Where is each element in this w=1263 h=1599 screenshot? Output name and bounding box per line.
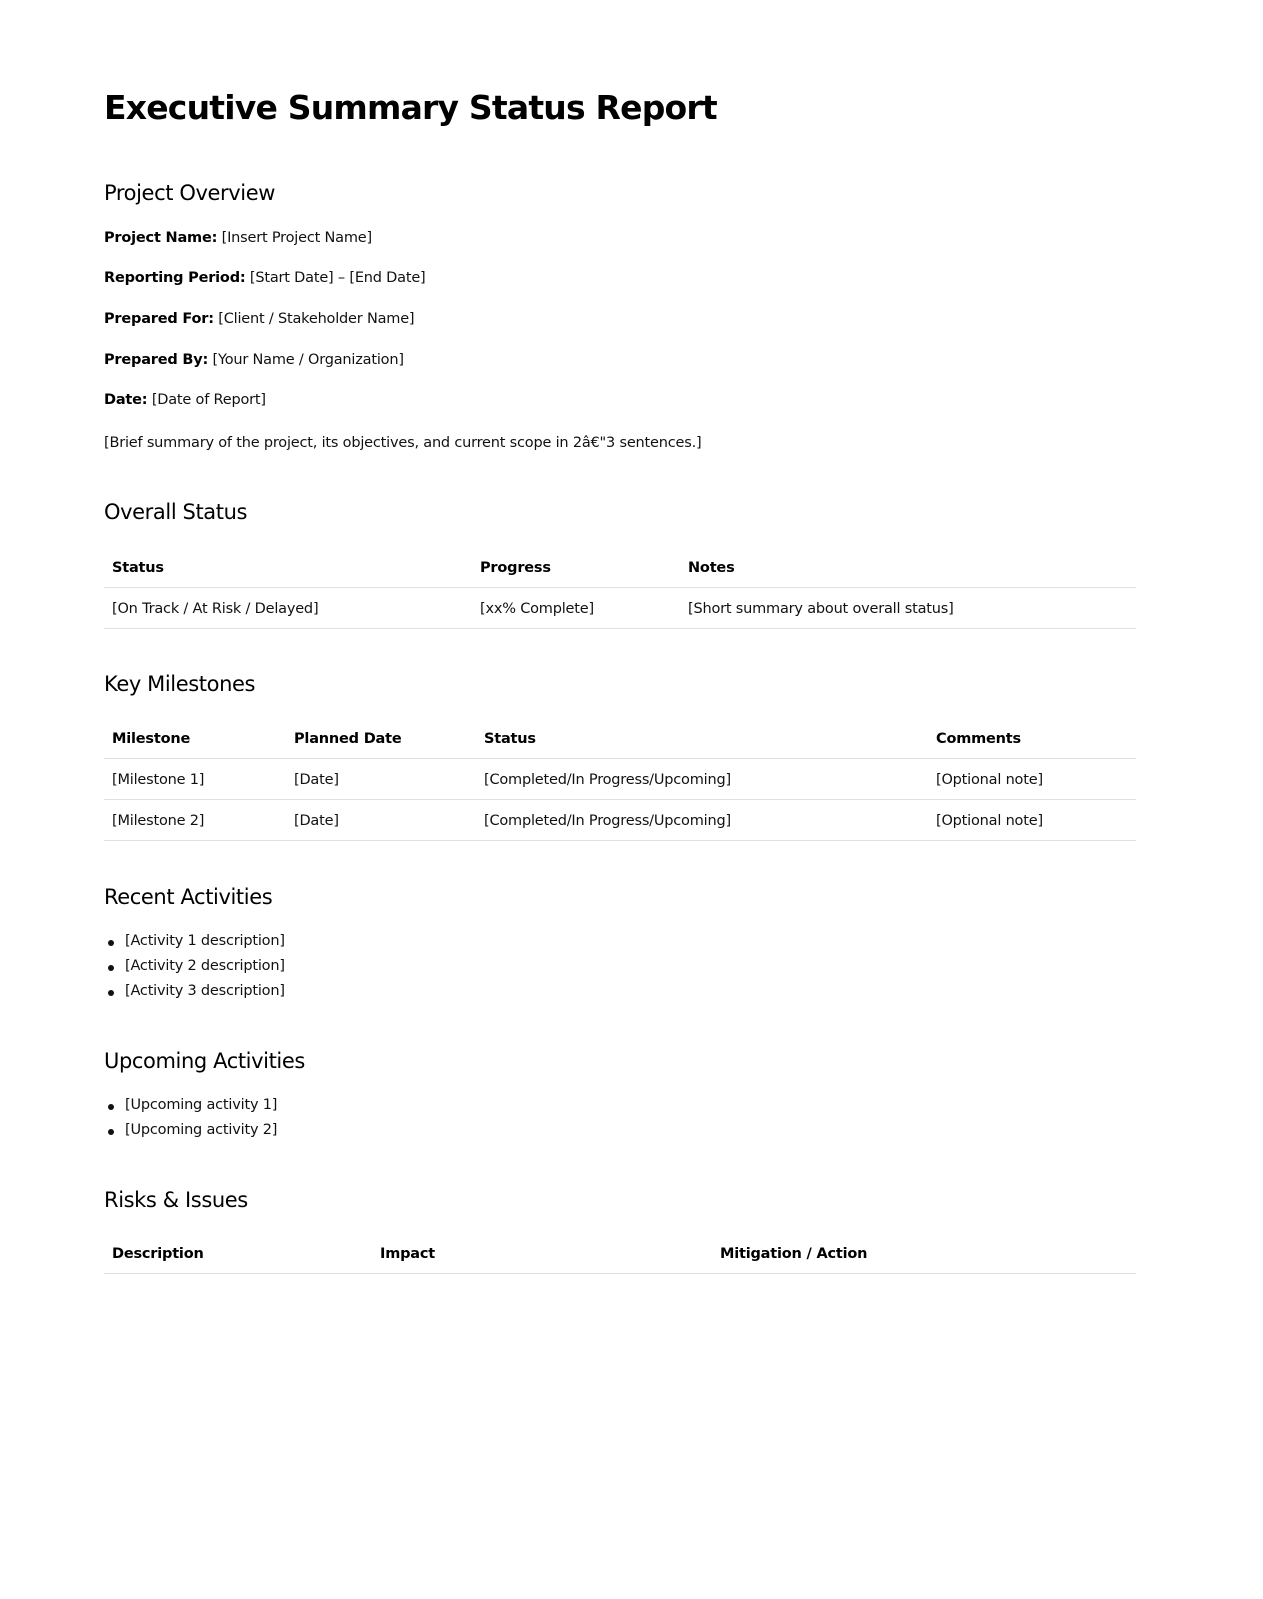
bullet-icon: [108, 1104, 114, 1110]
section-heading-risks-issues: Risks & Issues: [104, 1188, 248, 1212]
field-prepared-for: [104, 311, 414, 327]
field-value: [Your Name / Organization]: [212, 352, 404, 368]
recent-activities-list: [104, 933, 285, 1008]
column-header-progress: Progress: [480, 560, 551, 576]
table-header-row: [104, 718, 1136, 759]
column-header-description: Description: [112, 1246, 204, 1262]
cell-comments: [Optional note]: [936, 813, 1043, 829]
section-heading-project-overview: Project Overview: [104, 181, 275, 205]
list-item: [104, 1122, 277, 1147]
list-item: [104, 933, 285, 958]
bullet-icon: [108, 965, 114, 971]
section-heading-key-milestones: Key Milestones: [104, 672, 256, 696]
table-row: [104, 588, 1136, 629]
cell-status: [Completed/In Progress/Upcoming]: [484, 813, 731, 829]
column-header-milestone: Milestone: [112, 731, 191, 747]
list-item: [104, 983, 285, 1008]
section-heading-overall-status: Overall Status: [104, 500, 248, 524]
list-item-text: [Activity 1 description]: [125, 933, 285, 949]
field-label: Reporting Period:: [104, 270, 246, 286]
column-header-status: Status: [112, 560, 164, 576]
column-header-notes: Notes: [688, 560, 735, 576]
column-header-impact: Impact: [380, 1246, 435, 1262]
bullet-icon: [108, 1129, 114, 1135]
list-item-text: [Upcoming activity 1]: [125, 1097, 278, 1113]
column-header-mitigation-action: Mitigation / Action: [720, 1246, 868, 1262]
field-prepared-by: [104, 352, 404, 368]
section-heading-upcoming-activities: Upcoming Activities: [104, 1049, 305, 1073]
upcoming-activities-list: [104, 1097, 277, 1147]
section-heading-recent-activities: Recent Activities: [104, 885, 273, 909]
cell-planned-date: [Date]: [294, 813, 339, 829]
field-label: Date:: [104, 392, 148, 408]
overall-status-table: [104, 547, 1136, 629]
cell-milestone: [Milestone 1]: [112, 772, 205, 788]
field-label: Prepared For:: [104, 311, 214, 327]
column-header-comments: Comments: [936, 731, 1021, 747]
list-item-text: [Activity 3 description]: [125, 983, 285, 999]
cell-comments: [Optional note]: [936, 772, 1043, 788]
field-value: [Client / Stakeholder Name]: [218, 311, 415, 327]
bullet-icon: [108, 940, 114, 946]
cell-progress: [xx% Complete]: [480, 601, 594, 617]
document-title: Executive Summary Status Report: [104, 88, 717, 127]
field-value: [Insert Project Name]: [221, 230, 372, 246]
list-item: [104, 958, 285, 983]
bullet-icon: [108, 990, 114, 996]
table-row: [104, 759, 1136, 800]
field-date: [104, 392, 266, 408]
table-header-row: [104, 547, 1136, 588]
field-label: Prepared By:: [104, 352, 209, 368]
key-milestones-table: [104, 718, 1136, 841]
field-label: Project Name:: [104, 230, 218, 246]
table-header-row: [104, 1233, 1136, 1274]
table-row: [104, 800, 1136, 841]
field-project-name: [104, 230, 372, 246]
field-reporting-period: [104, 270, 426, 286]
risks-issues-table: [104, 1233, 1136, 1274]
field-value: [Date of Report]: [151, 392, 266, 408]
cell-status: [On Track / At Risk / Delayed]: [112, 601, 319, 617]
cell-milestone: [Milestone 2]: [112, 813, 205, 829]
list-item: [104, 1097, 277, 1122]
field-value: [Start Date] – [End Date]: [249, 270, 426, 286]
cell-notes: [Short summary about overall status]: [688, 601, 954, 617]
column-header-status: Status: [484, 731, 536, 747]
cell-status: [Completed/In Progress/Upcoming]: [484, 772, 731, 788]
list-item-text: [Upcoming activity 2]: [125, 1122, 278, 1138]
project-summary: [Brief summary of the project, its objectives, and current scope in 2â€"3 sentences.]: [104, 435, 702, 451]
list-item-text: [Activity 2 description]: [125, 958, 285, 974]
cell-planned-date: [Date]: [294, 772, 339, 788]
column-header-planned-date: Planned Date: [294, 731, 402, 747]
